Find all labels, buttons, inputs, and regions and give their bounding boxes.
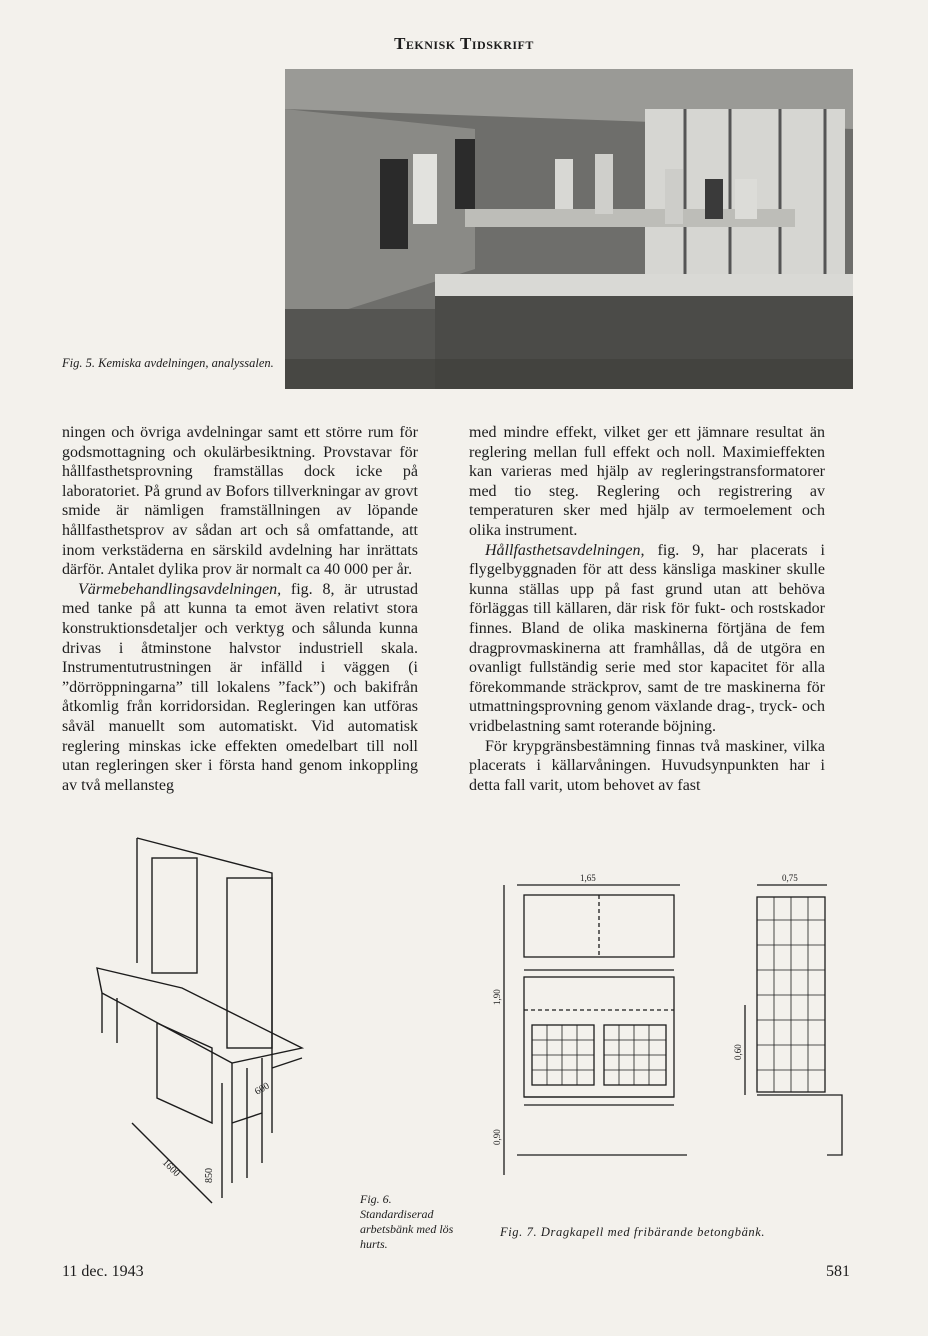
workbench-drawing — [62, 833, 448, 1228]
right-column — [469, 423, 825, 795]
dim-0-75: 0,75 — [782, 873, 798, 883]
page-number: 581 — [826, 1263, 850, 1280]
paragraph-strength-testing — [469, 541, 825, 737]
dim-600: 600 — [253, 1080, 272, 1098]
journal-masthead: Teknisk Tidskrift — [394, 34, 534, 53]
dim-1-90: 1,90 — [492, 989, 502, 1005]
left-column — [62, 423, 418, 795]
paragraph-heat-treatment — [62, 580, 418, 796]
paragraph-regulation: med mindre effekt, vilket ger ett jämnare resultat än reglering mellan full effekt och noll. Maximieffekten kan varieras med hjälp av regleringstransformatorer med tio steg. Reglering och registrering av temperaturen sker med hjälp av termoelement och olika instrument. — [469, 424, 825, 539]
figure-5-caption: Fig. 5. Kemiska avdelningen, analyssalen. — [62, 356, 274, 370]
paragraph-laboratory: ningen och övriga avdelningar samt ett större rum för godsmottagning och okulärbesiktning. Provstavar för hållfasthetsprovning framställas dock icke på laboratoriet. På grund av Bofors tillverkningar av grovt smide är nämligen framställningen av löpande hållfasthetsprov av sådan art och så omfattande, att inom verkstäderna en särskild avdelning har inrättats därför. Antalet dylika prov är normalt ca 40 000 per år. — [62, 424, 418, 579]
strength-testing-heading: Hållfasthetsavdelningen, — [485, 541, 645, 559]
dim-0-60: 0,60 — [733, 1044, 743, 1060]
issue-date: 11 dec. 1943 — [62, 1263, 144, 1280]
figure-6-caption: Fig. 6. Standardiserad arbetsbänk med lös hurts. — [360, 1192, 454, 1251]
dim-1-65: 1,65 — [580, 873, 596, 883]
figure-5-photo — [285, 69, 853, 389]
figure-6-drawing — [62, 833, 448, 1228]
strength-testing-text: fig. 9, har placerats i flygelbyggnaden för att dess känsliga maskiner skulle kunna ställas upp på fast grund utan att behöva förläggas till källaren, där risk för fukt- och rostskador finnes. Bland de olika maskinerna förtjäna de fem dragprovmaskinerna att framhållas, då de utgöra en ovanligt fullständig serie med stor kapacitet för alla förekommande sträckprov, samt de tre maskinerna för utmattningsprovning genom växlande drag-, tryck- och vridbelastning samt roterande böjning. — [469, 541, 825, 735]
dim-1600: 1600 — [159, 1157, 182, 1180]
figure-7-caption: Fig. 7. Dragkapell med fribärande betongbänk. — [500, 1225, 766, 1239]
figure-7-drawing — [462, 855, 855, 1225]
heat-treatment-text: fig. 8, är utrustad med tanke på att kunna ta emot även relativt stora konstruktionsdetaljer och verktyg och sålunda kunna drivas i åtminstone halvstor industriell skala. Instrumentutrustningen är infälld i väggen (i ”dörröppningarna” till lokalens ”fack”) och bakifrån åtkomlig från korridorsidan. Regleringen kan utföras såväl manuellt som automatiskt. Vid automatisk reglering minskas icke effekten omedelbart till noll utan regleringen sker i första hand genom inkoppling av två mellansteg — [62, 580, 418, 794]
fume-hood-drawing — [462, 855, 855, 1225]
dim-0-90: 0,90 — [492, 1129, 502, 1145]
heat-treatment-heading: Värmebehandlingsavdelningen, — [78, 580, 282, 598]
lab-photo-illustration — [285, 69, 853, 389]
dim-850: 850 — [204, 1168, 215, 1183]
paragraph-creep: För krypgränsbestämning finnas två maskiner, vilka placerats i källarvåningen. Huvudsynpunkten har i detta fall varit, utom behovet av fast — [469, 737, 825, 794]
